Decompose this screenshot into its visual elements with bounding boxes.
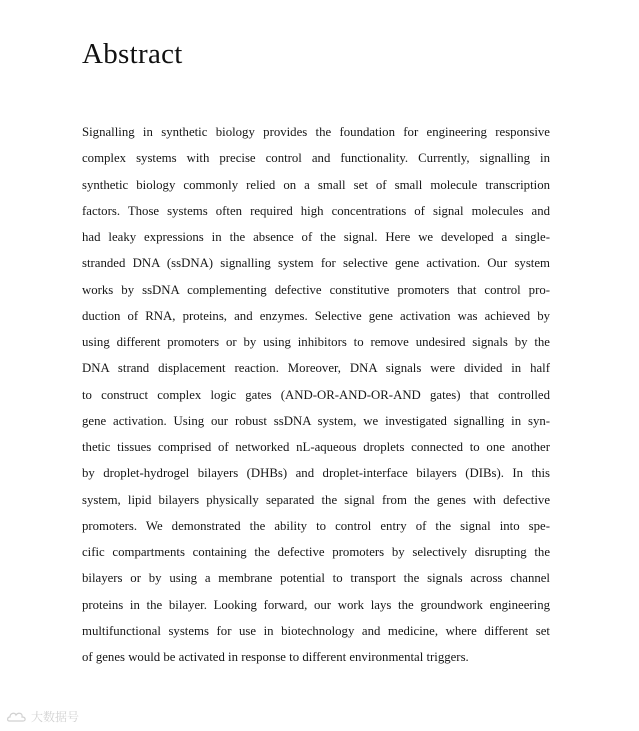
abstract-line: complex systems with precise control and functionality. Currently, signalling in — [82, 151, 550, 166]
abstract-line: stranded DNA (ssDNA) signalling system for selective gene activation. Our system — [82, 256, 550, 271]
abstract-line: DNA strand displacement reaction. Moreover, DNA signals were divided in half — [82, 361, 550, 376]
abstract-heading: Abstract — [82, 38, 183, 70]
abstract-line: had leaky expressions in the absence of the signal. Here we developed a single- — [82, 230, 550, 244]
abstract-line: bilayers or by using a membrane potential to transport the signals across channel — [82, 571, 550, 586]
abstract-line: by droplet-hydrogel bilayers (DHBs) and droplet-interface bilayers (DIBs). In this — [82, 466, 550, 481]
abstract-line: system, lipid bilayers physically separated the signal from the genes with defective — [82, 492, 550, 507]
abstract-line: factors. Those systems often required high concentrations of signal molecules and — [82, 203, 550, 218]
abstract-line: synthetic biology commonly relied on a small set of small molecule transcription — [82, 177, 550, 192]
abstract-line: multifunctional systems for use in biotechnology and medicine, where different set — [82, 623, 550, 638]
abstract-line: works by ssDNA complementing defective constitutive promoters that control pro- — [82, 282, 550, 297]
abstract-line: Signalling in synthetic biology provides the foundation for engineering responsive — [82, 125, 550, 139]
abstract-line: of genes would be activated in response to different environmental triggers. — [82, 650, 469, 664]
abstract-line: using different promoters or by using inhibitors to remove undesired signals by the — [82, 335, 550, 349]
cloud-logo-icon — [6, 709, 28, 725]
abstract-line: cific compartments containing the defective promoters by selectively disrupting the — [82, 545, 550, 559]
abstract-line: proteins in the bilayer. Looking forward, our work lays the groundwork engineering — [82, 597, 550, 612]
abstract-line: to construct complex logic gates (AND-OR-AND-OR-AND gates) that controlled — [82, 387, 550, 402]
watermark — [6, 708, 79, 725]
abstract-line: promoters. We demonstrated the ability to control entry of the signal into spe- — [82, 518, 550, 533]
abstract-line: duction of RNA, proteins, and enzymes. Selective gene activation was achieved by — [82, 308, 550, 323]
abstract-body — [82, 119, 550, 670]
abstract-line: gene activation. Using our robust ssDNA system, we investigated signalling in syn- — [82, 413, 550, 428]
watermark-text: 大数据号 — [31, 710, 80, 724]
abstract-line: thetic tissues comprised of networked nL-aqueous droplets connected to one another — [82, 440, 550, 454]
